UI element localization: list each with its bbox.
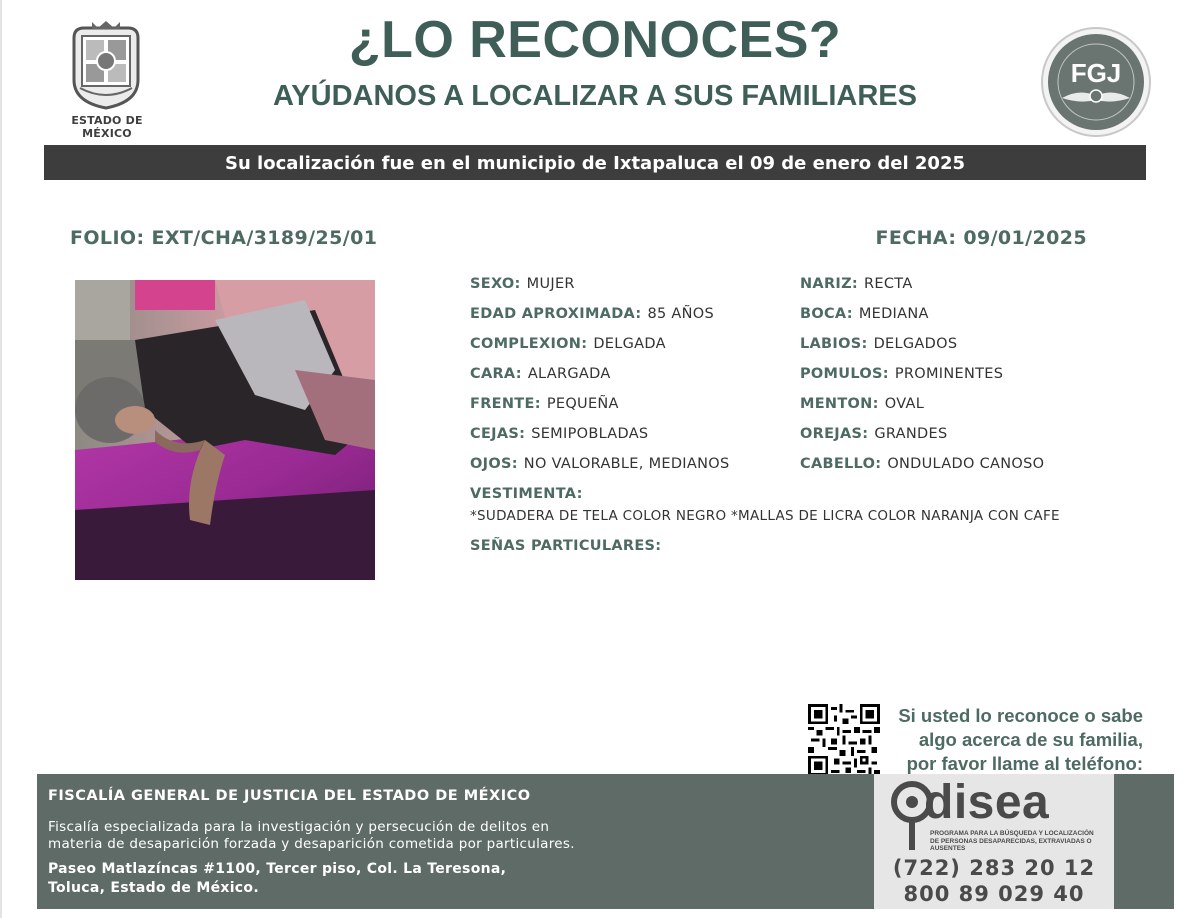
field-label: FRENTE: xyxy=(470,396,541,412)
field-value: RECTA xyxy=(864,276,913,292)
report-date: FECHA: 09/01/2025 xyxy=(875,227,1087,249)
field-edad xyxy=(470,306,714,322)
call-to-action xyxy=(870,704,1143,776)
field-value: ALARGADA xyxy=(527,366,611,382)
field-label: CARA: xyxy=(470,366,522,382)
field-senas-label: SEÑAS PARTICULARES: xyxy=(470,538,662,554)
field-nariz xyxy=(800,276,913,292)
call-line-3: por favor llame al teléfono: xyxy=(906,753,1143,774)
fgj-logo-icon xyxy=(1040,26,1152,138)
field-label: CEJAS: xyxy=(470,426,526,442)
field-cabello xyxy=(800,456,1044,472)
person-photo xyxy=(75,280,375,580)
field-value: NO VALORABLE, MEDIANOS xyxy=(523,456,730,472)
field-sexo xyxy=(470,276,575,292)
field-label: LABIOS: xyxy=(800,336,868,352)
field-cejas xyxy=(470,426,648,442)
field-ojos xyxy=(470,456,729,472)
page-title: ¿LO RECONOCES? xyxy=(348,11,842,69)
field-label: COMPLEXION: xyxy=(470,336,588,352)
page-subtitle: AYÚDANOS A LOCALIZAR A SUS FAMILIARES xyxy=(273,80,917,112)
page-border xyxy=(0,0,2,918)
field-label: NARIZ: xyxy=(800,276,859,292)
folio-number: FOLIO: EXT/CHA/3189/25/01 xyxy=(70,227,378,249)
location-banner: Su localización fue en el municipio de Ixtapaluca el 09 de enero del 2025 xyxy=(44,145,1146,180)
field-value: MUJER xyxy=(526,276,575,292)
field-labios xyxy=(800,336,957,352)
field-label: POMULOS: xyxy=(800,366,889,382)
state-seal-icon xyxy=(66,20,146,110)
fgj-logo-text: FGJ xyxy=(1070,58,1122,88)
field-value: ONDULADO CANOSO xyxy=(887,456,1045,472)
call-line-2: algo acerca de su familia, xyxy=(918,729,1143,750)
field-vestimenta-label: VESTIMENTA: xyxy=(470,486,583,502)
field-label: OREJAS: xyxy=(800,426,869,442)
field-pomulos xyxy=(800,366,1003,382)
field-value: GRANDES xyxy=(874,426,948,442)
field-label: EDAD APROXIMADA: xyxy=(470,306,642,322)
field-value: PEQUEÑA xyxy=(546,396,619,412)
field-value: DELGADA xyxy=(593,336,666,352)
field-value: 85 AÑOS xyxy=(647,306,714,322)
odisea-wordmark: disea xyxy=(924,776,1050,829)
field-vestimenta-value: *SUDADERA DE TELA COLOR NEGRO *MALLAS DE LICRA COLOR NARANJA CON CAFE xyxy=(470,508,1060,524)
field-frente xyxy=(470,396,619,412)
field-complexion xyxy=(470,336,666,352)
field-value: PROMINENTES xyxy=(894,366,1004,382)
field-value: DELGADOS xyxy=(873,336,958,352)
field-label: MENTON: xyxy=(800,396,879,412)
field-menton xyxy=(800,396,924,412)
footer-description: Fiscalía especializada para la investigación y persecución de delitos en materia de desaparición forzada y desaparición cometida por particulares. xyxy=(48,819,575,852)
field-label: OJOS: xyxy=(470,456,518,472)
footer-address: Paseo Matlazíncas #1100, Tercer piso, Col. La Teresona, Toluca, Estado de México. xyxy=(48,861,507,896)
field-orejas xyxy=(800,426,947,442)
field-value: SEMIPOBLADAS xyxy=(531,426,649,442)
phone-number-1[interactable]: (722) 283 20 12 xyxy=(892,856,1096,880)
field-cara xyxy=(470,366,611,382)
field-boca xyxy=(800,306,929,322)
footer-title: FISCALÍA GENERAL DE JUSTICIA DEL ESTADO DE MÉXICO xyxy=(48,788,531,804)
field-value: MEDIANA xyxy=(858,306,929,322)
field-label: BOCA: xyxy=(800,306,853,322)
field-value: OVAL xyxy=(884,396,925,412)
state-name: ESTADO DE MÉXICO xyxy=(71,114,143,140)
odisea-program-text: PROGRAMA PARA LA BÚSQUEDA Y LOCALIZACIÓN DE PERSONAS DESAPARECIDAS, EXTRAVIADAS O AUSENTES xyxy=(930,830,1094,852)
field-label: SEXO: xyxy=(470,276,521,292)
phone-number-2[interactable]: 800 89 029 40 xyxy=(903,882,1085,906)
field-label: CABELLO: xyxy=(800,456,882,472)
call-line-1: Si usted lo reconoce o sabe xyxy=(898,705,1143,726)
